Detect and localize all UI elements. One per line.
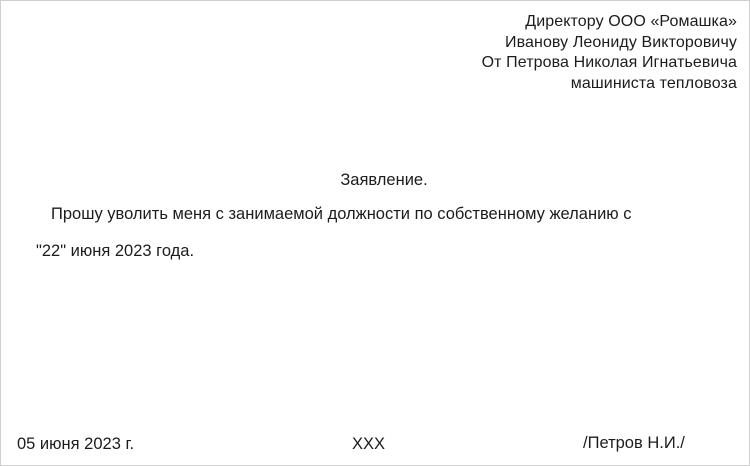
body-text-line-2: "22" июня 2023 года.	[36, 242, 195, 260]
addressee-line-from: От Петрова Николая Игнатьевича	[481, 54, 737, 71]
body-text-line-1: Прошу уволить меня с занимаемой должности по собственному желанию с	[51, 205, 632, 223]
footer-date: 05 июня 2023 г.	[17, 435, 135, 453]
addressee-block	[482, 12, 737, 94]
addressee-line-director-name: Иванову Леониду Викторовичу	[504, 33, 737, 51]
footer-signature-placeholder: ХХХ	[352, 435, 386, 453]
document-title: Заявление.	[340, 171, 428, 189]
addressee-line-position: машиниста тепловоза	[570, 74, 737, 92]
addressee-line-director: Директору ООО «Ромашка»	[525, 13, 737, 30]
footer-signature-name: /Петров Н.И./	[583, 434, 685, 452]
